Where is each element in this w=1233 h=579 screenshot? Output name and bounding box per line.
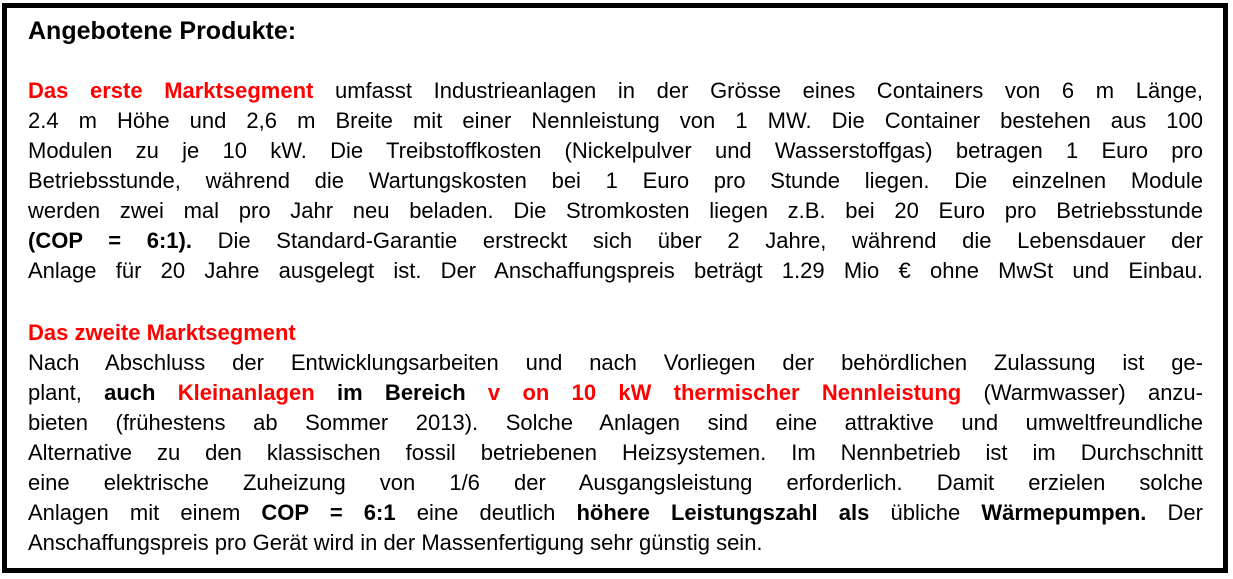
- auch-bold: auch: [104, 380, 178, 405]
- nennleistung-10kw-red: v on 10 kW thermischer Nennleistung: [487, 380, 984, 405]
- text-run: eine elektrische Zuheizung von 1/6 der Ausgangsleistung erforderlich. Damit erzielen solche: [28, 470, 1203, 495]
- text-line: [28, 348, 1203, 378]
- marktsegment1-lead-red: Das erste Marktsegment: [28, 78, 314, 103]
- text-line: [28, 378, 1203, 408]
- text-run: Der: [1146, 500, 1203, 525]
- section-marktsegment-2: [28, 318, 1203, 558]
- text-run: plant,: [28, 380, 105, 405]
- text-line: [28, 196, 1203, 226]
- kleinanlagen-red: Kleinanlagen: [177, 380, 337, 405]
- text-line: [28, 136, 1203, 166]
- text-run: Alternative zu den klassischen fossil betriebenen Heizsystemen. Im Nennbetrieb ist im Durchschnitt: [28, 440, 1203, 465]
- text-line: [28, 76, 1203, 106]
- text-run: eine deutlich: [395, 500, 577, 525]
- text-run: 2.4 m Höhe und 2,6 m Breite mit einer Nennleistung von 1 MW. Die Container bestehen aus 100: [28, 108, 1203, 133]
- document-frame: [2, 3, 1228, 573]
- text-line: [28, 106, 1203, 136]
- text-line: [28, 256, 1203, 286]
- document-title: Angebotene Produkte:: [28, 17, 297, 45]
- cop-ratio-bold: COP = 6:1: [261, 500, 396, 525]
- leistungszahl-bold: höhere Leistungszahl als: [576, 500, 870, 525]
- text-run: umfasst Industrieanlagen in der Grösse eines Containers von 6 m Länge,: [313, 78, 1203, 103]
- text-run: (Warmwasser) anzu-: [983, 380, 1203, 405]
- text-run: Modulen zu je 10 kW. Die Treibstoffkosten (Nickelpulver und Wasserstoffgas) betragen 1 Euro pro: [28, 138, 1203, 163]
- section-heading-marktsegment-2: Das zweite Marktsegment: [28, 320, 296, 345]
- text-run: Anlagen mit einem: [28, 500, 262, 525]
- text-line: [28, 528, 1203, 558]
- im-bereich-bold: im Bereich: [336, 380, 488, 405]
- text-run: werden zwei mal pro Jahr neu beladen. Die Stromkosten liegen z.B. bei 20 Euro pro Betriebsstunde: [28, 198, 1203, 223]
- text-line: [28, 438, 1203, 468]
- text-line: [28, 226, 1203, 256]
- text-run: bieten (frühestens ab Sommer 2013). Solche Anlagen sind eine attraktive und umweltfreundliche: [28, 410, 1203, 435]
- section-marktsegment-1: [28, 76, 1203, 286]
- text-run: Die Standard-Garantie erstreckt sich über 2 Jahre, während die Lebensdauer der: [191, 228, 1203, 253]
- text-line: [28, 166, 1203, 196]
- text-line: [28, 498, 1203, 528]
- cop-ratio-bold: (COP = 6:1).: [28, 228, 192, 253]
- text-run: Betriebsstunde, während die Wartungskosten bei 1 Euro pro Stunde liegen. Die einzelnen Module: [28, 168, 1203, 193]
- text-line: [28, 408, 1203, 438]
- waermepumpen-bold: Wärmepumpen.: [981, 500, 1147, 525]
- text-run: Anschaffungspreis pro Gerät wird in der Massenfertigung sehr günstig sein.: [28, 530, 763, 555]
- text-run: übliche: [869, 500, 982, 525]
- text-line: [28, 468, 1203, 498]
- text-run: Anlage für 20 Jahre ausgelegt ist. Der Anschaffungspreis beträgt 1.29 Mio € ohne MwSt und Einbau.: [28, 258, 1203, 283]
- text-run: Nach Abschluss der Entwicklungsarbeiten und nach Vorliegen der behördlichen Zulassung ist ge-: [28, 350, 1203, 375]
